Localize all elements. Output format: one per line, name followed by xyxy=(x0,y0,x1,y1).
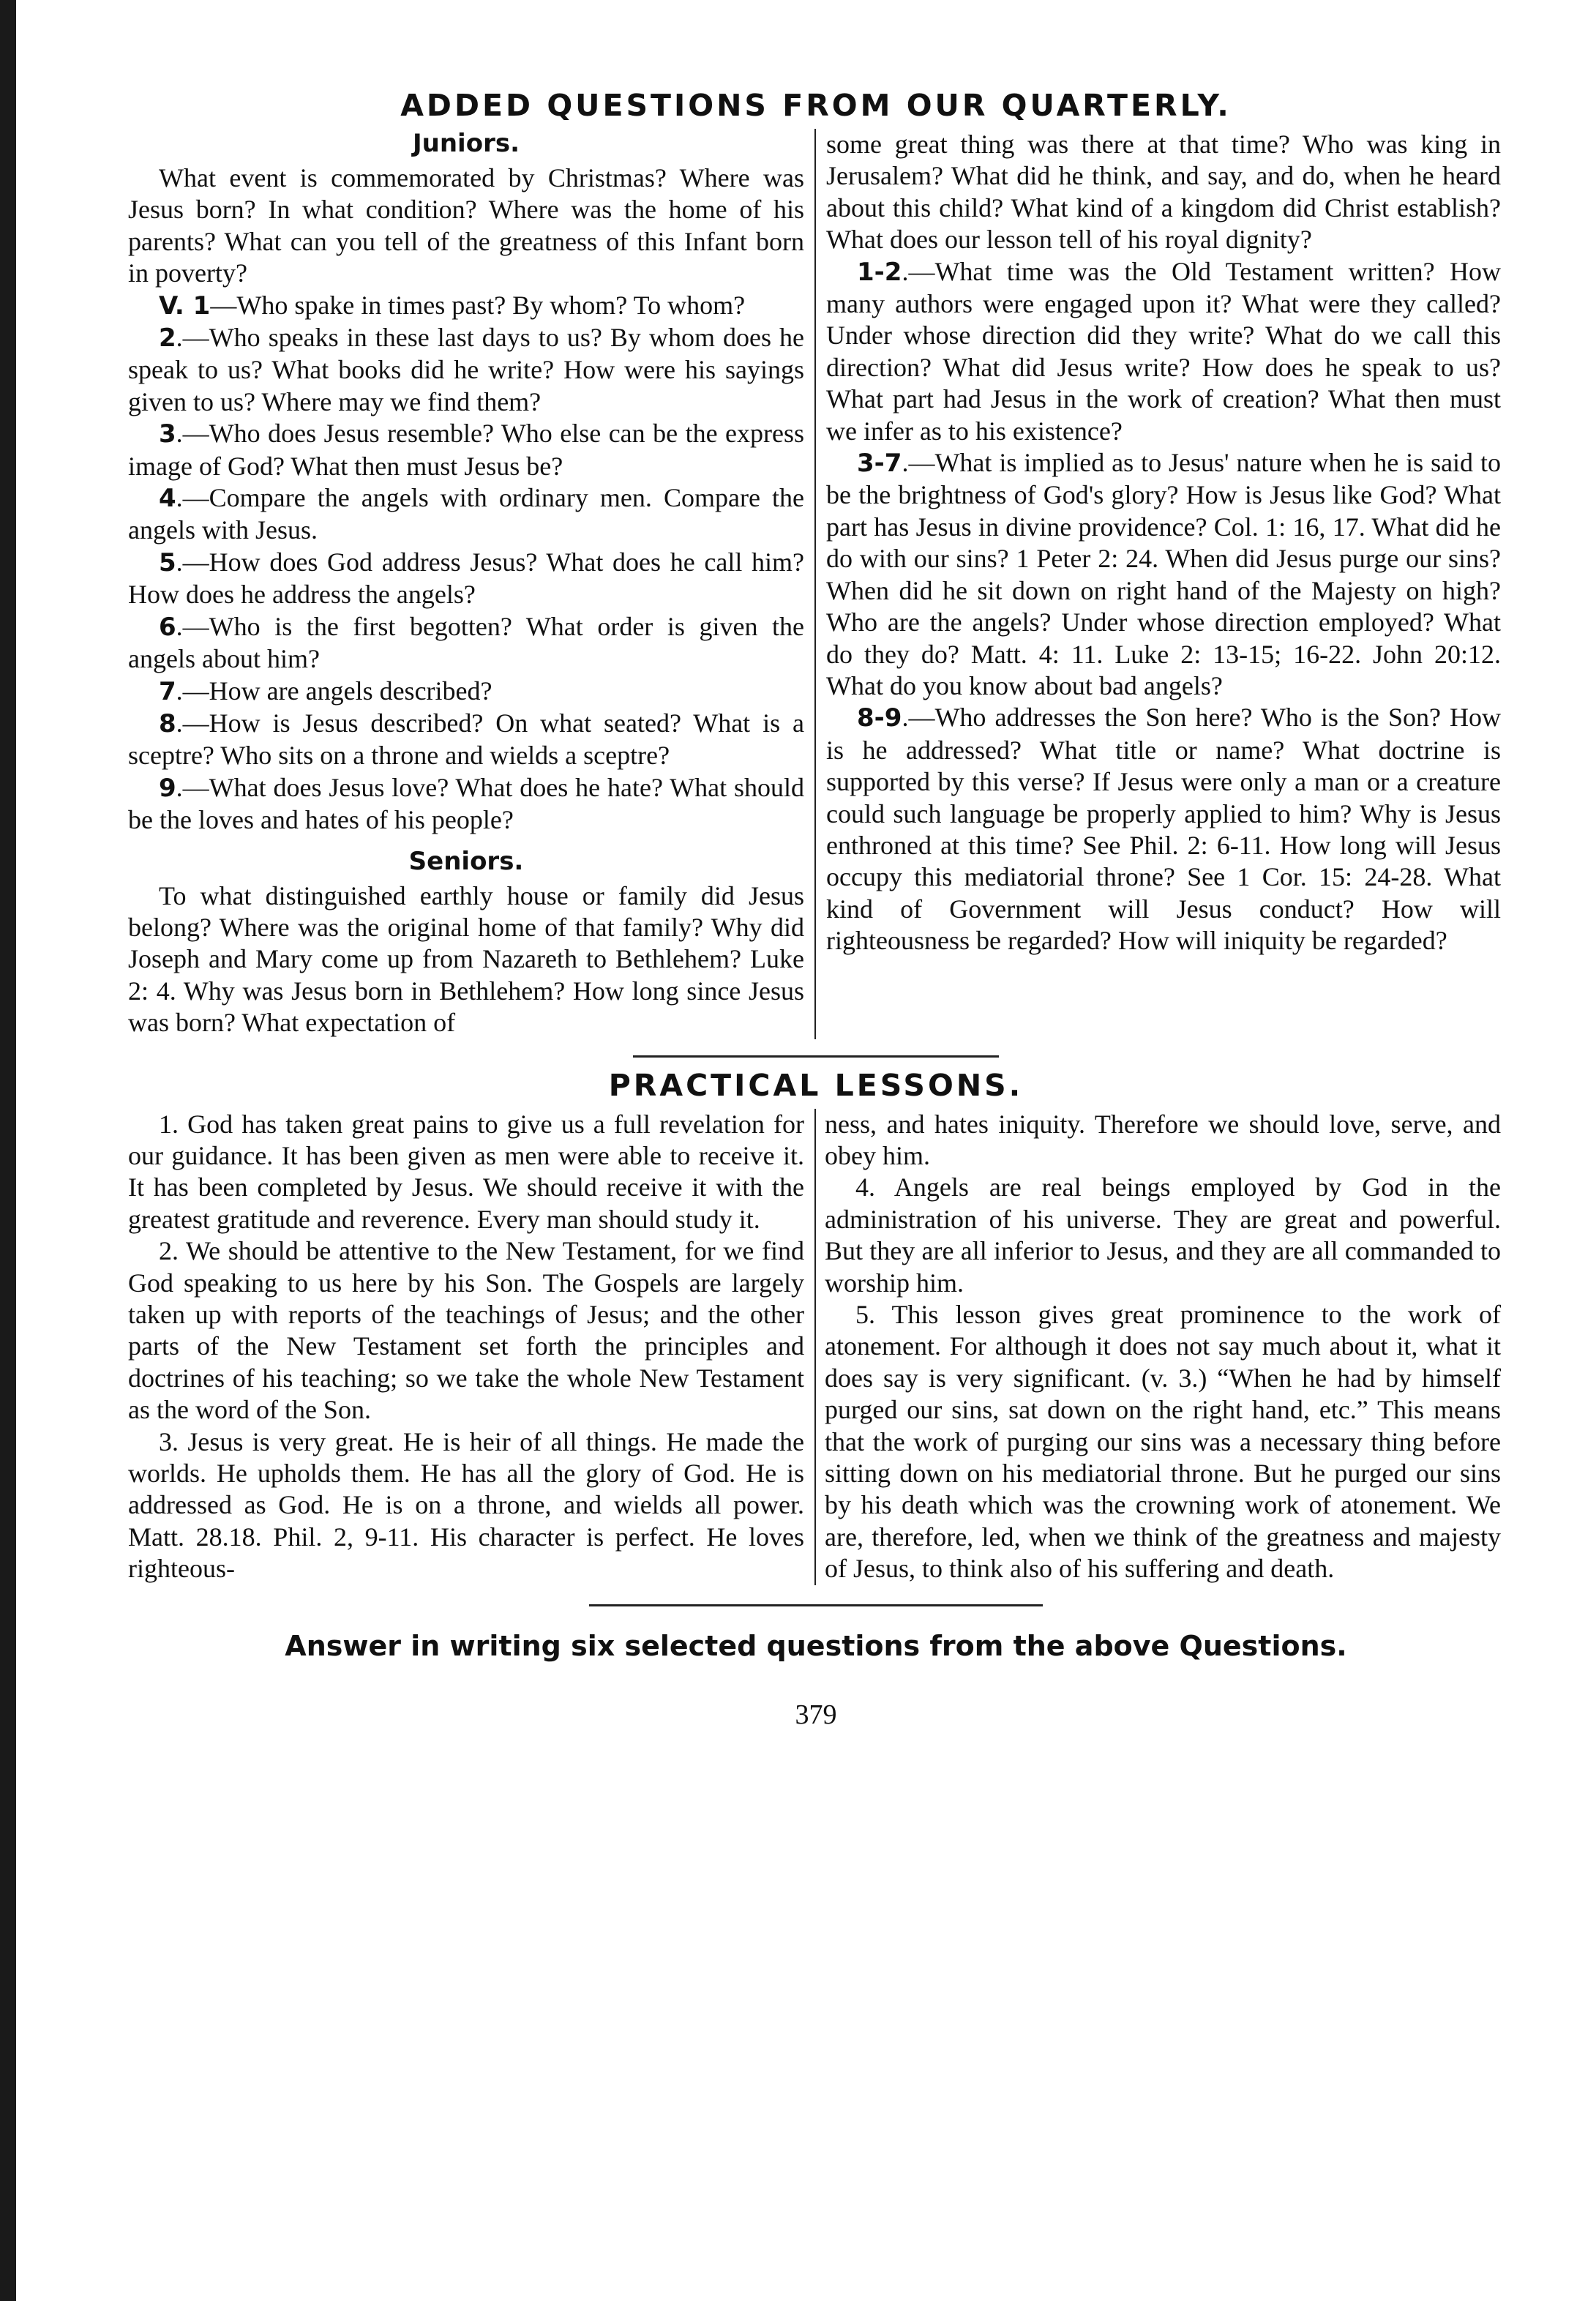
lesson-paragraph: 4. Angels are real beings employed by God in the administration of his universe. They are great and powerful. But they are all inferior to Jesus, and they are all commanded to worship him. xyxy=(825,1172,1501,1298)
lesson-paragraph: 1. God has taken great pains to give us a full revelation for our guidance. It has been given as men were able to receive it. It has been completed by Jesus. We should receive it with the greatest gratitude and reverence. Every man should study it. xyxy=(128,1109,804,1234)
seniors-intro: To what distinguished earthly house or family did Jesus belong? Where was the original home of that family? Why did Joseph and Mary come up from Nazareth to Bethlehem? Luke 2: 4. Why was Jesus born in Bethlehem? How long since Jesus was born? What expectation of xyxy=(128,880,804,1038)
juniors-item: 7.—How are angels described? xyxy=(159,676,492,706)
section-title: ADDED QUESTIONS FROM OUR QUARTERLY. xyxy=(400,88,1232,123)
divider-rule xyxy=(589,1604,1043,1606)
juniors-intro: What event is commemorated by Christmas? Where was Jesus born? In what condition? Where was the home of his parents? What can you tell of the greatness of this Infant born in poverty? xyxy=(128,163,804,288)
juniors-item: 3.—Who does Jesus resemble? Who else can be the express image of God? What then must Jesus be? xyxy=(128,419,804,481)
juniors-item: 4.—Compare the angels with ordinary men. Compare the angels with Jesus. xyxy=(128,483,804,545)
page xyxy=(128,73,1504,1731)
questions-columns xyxy=(128,129,1504,1039)
lesson-paragraph: 3. Jesus is very great. He is heir of all things. He made the worlds. He upholds them. He has all the glory of God. He is addressed as God. He is on a throne, and wields all power. Matt. 28.18. Phil. 2, 9-11. His character is perfect. He loves righteous- xyxy=(128,1426,804,1584)
juniors-item: 6.—Who is the first begotten? What order is given the angels about him? xyxy=(128,611,804,674)
lesson-paragraph: 5. This lesson gives great prominence to the work of atonement. For although it does not say much about it, what it does say is very significant. (v. 3.) “When he had by himself purged our sins, sat down on the right hand, etc.” This means that the work of purging our sins was a necessary thing before sitting down on his mediatorial throne. But he purged our sins by his death which was the crowning work of atonement. We are, therefore, led, when we think of the greatness and majesty of Jesus, to think also of his suffering and death. xyxy=(825,1300,1501,1584)
juniors-item: 9.—What does Jesus love? What does he hate? What should be the loves and hates of his people? xyxy=(128,772,804,835)
lesson-paragraph: ness, and hates iniquity. Therefore we should love, serve, and obey him. xyxy=(825,1109,1501,1170)
juniors-item: V. 1—Who spake in times past? By whom? To whom? xyxy=(159,290,746,321)
closing-instruction: Answer in writing six selected questions from the above Questions. xyxy=(285,1629,1347,1662)
seniors-item: 1-2.—What time was the Old Testament written? How many authors were engaged upon it? What were they called? Under whose direction did they write? What do we call this direction? What did Jesus write? How does he speak to us? What part had Jesus in the work of creation? What then must we infer as to his existence? xyxy=(826,256,1501,446)
practical-right-column xyxy=(814,1109,1501,1585)
page-number: 379 xyxy=(795,1699,837,1730)
divider-rule xyxy=(633,1055,999,1058)
lesson-paragraph: 2. We should be attentive to the New Testament, for we find God speaking to us here by his Son. The Gospels are largely taken up with reports of the teachings of Jesus; and the other parts of the New Testament set forth the principles and doctrines of his teaching; so we take the whole New Testament as the word of the Son. xyxy=(128,1236,804,1425)
questions-right-column xyxy=(814,129,1501,1039)
juniors-item: 2.—Who speaks in these last days to us? By whom does he speak to us? What books did he write? How were his sayings given to us? Where may we find them? xyxy=(128,323,804,416)
questions-left-column xyxy=(128,129,814,1039)
seniors-heading: Seniors. xyxy=(408,846,524,876)
seniors-item: 3-7.—What is implied as to Jesus' nature when he is said to be the brightness of God's glory? How is Jesus like God? What part has Jesus in divine providence? Col. 1: 16, 17. What did he do with our sins? 1 Peter 2: 24. When did Jesus purge our sins? When did he sit down on right hand of the Majesty on high? Who are the angels? Under whose direction employed? What do they do? Matt. 4: 11. Luke 2: 13-15; 16-22. John 20:12. What do you know about bad angels? xyxy=(826,448,1501,700)
juniors-item: 5.—How does God address Jesus? What does he call him? How does he address the angels? xyxy=(128,547,804,610)
juniors-heading: Juniors. xyxy=(413,129,520,158)
page-edge-shadow xyxy=(0,0,16,2301)
practical-columns xyxy=(128,1109,1504,1585)
practical-left-column xyxy=(128,1109,814,1585)
practical-lessons-title: PRACTICAL LESSONS. xyxy=(608,1067,1024,1103)
seniors-item: 8-9.—Who addresses the Son here? Who is the Son? How is he addressed? What title or name? What doctrine is supported by this verse? If Jesus were only a man or a creature could such language be properly applied to him? Why is Jesus enthroned at this time? See Phil. 2: 6-11. How long will Jesus occupy this mediatorial throne? See 1 Cor. 15: 24-28. What kind of Government will Jesus conduct? How will righteousness be regarded? How will iniquity be regarded? xyxy=(826,703,1501,956)
juniors-item: 8.—How is Jesus described? On what seated? What is a sceptre? Who sits on a throne and wields a sceptre? xyxy=(128,708,804,771)
seniors-intro-continued: some great thing was there at that time? Who was king in Jerusalem? What did he think, and say, and do, when he heard about this child? What kind of a kingdom did Christ establish? What does our lesson tell of his royal dignity? xyxy=(826,130,1501,255)
